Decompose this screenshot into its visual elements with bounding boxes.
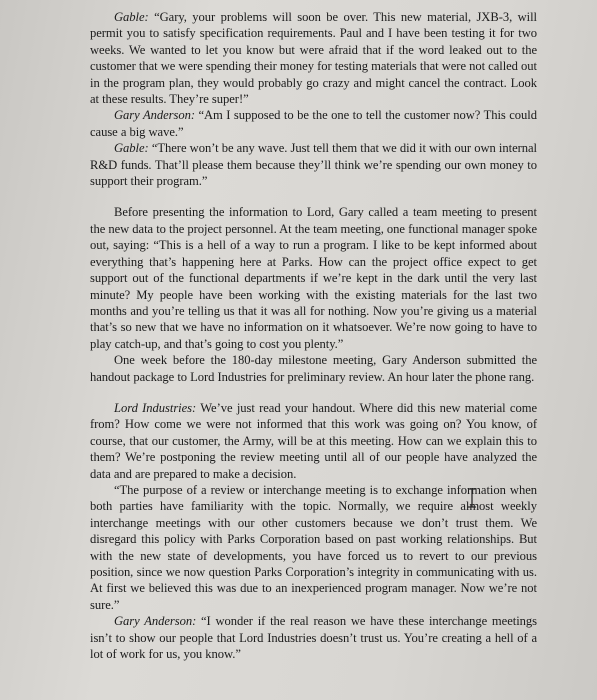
speaker-label: Gary Anderson: <box>114 614 197 629</box>
dialogue-paragraph-anderson-2 <box>90 613 537 662</box>
paragraph-text: “Am I supposed to be the one to tell the customer now? This could cause a big wave.” <box>90 108 537 139</box>
paragraph-spacer <box>90 189 537 204</box>
speaker-label: Gable: <box>114 10 149 24</box>
dialogue-paragraph-gable-1 <box>90 9 537 107</box>
paragraph-text: “I wonder if the real reason we have these interchange meetings isn’t to show our people that Lord Industries doesn’t trust us. You’re creating a hell of a lot of work for us, you know.” <box>90 614 537 662</box>
dialogue-paragraph-gable-2 <box>90 140 537 189</box>
document-body <box>90 9 537 662</box>
paragraph-text: “The purpose of a review or interchange meeting is to exchange information when both parties have familiarity with the topic. Normally, we require almost weekly interchange meetings with our other customers because we don’t trust them. We disregard this policy with Parks Corporation based on past working relationships. But with the new state of developments, you have forced us to revert to our previous position, since we now question Parks Corporation’s integrity in communicating with us. At first we believed this was due to an inexperienced program manager. Now we’re not sure.” <box>90 482 537 612</box>
speaker-label: Gary Anderson: <box>114 108 195 123</box>
speaker-label: Lord Industries: <box>114 400 197 415</box>
speaker-label: Gable: <box>114 141 149 156</box>
paragraph-text: “There won’t be any wave. Just tell them that we did it with our own internal R&D funds. That’ll please them because they’ll think we’re spending our own money to support their program.” <box>90 141 537 189</box>
text-cursor-icon <box>466 488 478 508</box>
paragraph-text: One week before the 180-day milestone meeting, Gary Anderson submitted the handout package to Lord Industries for preliminary review. An hour later the phone rang. <box>90 353 537 384</box>
dialogue-paragraph-lord-industries <box>90 400 537 482</box>
paragraph-text: Before presenting the information to Lord, Gary called a team meeting to present the new data to the project personnel. At the team meeting, one functional manager spoke out, saying: “This is a hell of a way to run a program. I like to be kept informed about everything that’s happening here at Parks. How can the project office expect to get support out of the functional departments if we’re kept in the dark until the very last minute? My people have been working with the existing materials for the last two months and you’re telling us that it was all for nothing. Now you’re giving us a material that’s so new that we have no information on it whatsoever. We’re now going to have to play catch-up, and that’s going to cost you plenty.” <box>90 205 537 351</box>
narrative-paragraph-milestone <box>90 352 537 385</box>
paragraph-text: “Gary, your problems will soon be over. This new material, JXB-3, will permit you to satisfy specification requirements. Paul and I have been testing it for two weeks. We wanted to let you know but were afraid that if the word leaked out to the customer that we were spending their money for testing materials that were not called out in the program plan, they would probably go crazy and might cancel the contract. Look at these results. They’re super!” <box>90 10 537 107</box>
paragraph-text: We’ve just read your handout. Where did this new material come from? How come we were not informed that this work was going on? You know, of course, that our customer, the Army, will be at this meeting. How can we explain this to them? We’re postponing the review meeting until all of our people have analyzed the data and are prepared to make a decision. <box>90 400 537 481</box>
paragraph-spacer <box>90 385 537 400</box>
dialogue-paragraph-anderson-1 <box>90 107 537 140</box>
narrative-paragraph-team-meeting <box>90 204 537 352</box>
